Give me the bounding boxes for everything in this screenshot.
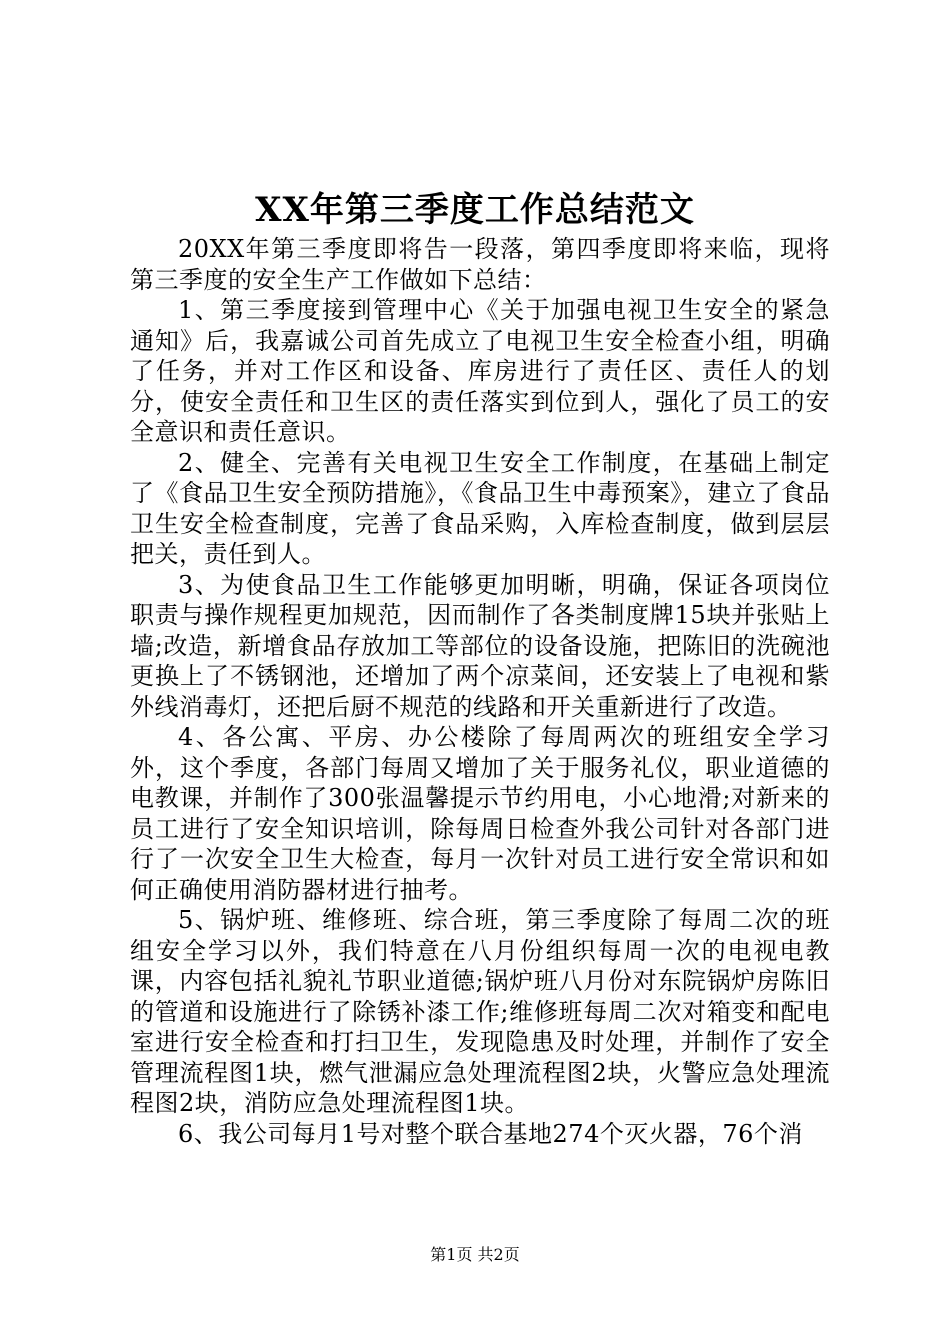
document-title: XX年第三季度工作总结范文: [255, 190, 695, 230]
paragraph-item-6: 6、我公司每月1号对整个联合基地274个灭火器，76个消: [178, 1119, 803, 1148]
document-body: [130, 234, 830, 1149]
paragraph-intro: 20XX年第三季度即将告一段落，第四季度即将来临，现将第三季度的安全生产工作做如下总结：: [130, 235, 830, 294]
paragraph-item-2: 2、健全、完善有关电视卫生安全工作制度，在基础上制定了《食品卫生安全预防措施》，《食品卫生中毒预案》，建立了食品卫生安全检查制度，完善了食品采购，入库检查制度，做到层层把关，责任到人。: [130, 448, 830, 568]
paragraph-item-3: 3、为使食品卫生工作能够更加明晰，明确，保证各项岗位职责与操作规程更加规范，因而制作了各类制度牌15块并张贴上墙;改造，新增食品存放加工等部位的设备设施，把陈旧的洗碗池更换上了不锈钢池，还增加了两个凉菜间，还安装上了电视和紫外线消毒灯，还把后厨不规范的线路和开关重新进行了改造。: [130, 570, 830, 721]
page-footer: 第1页 共2页: [430, 1245, 520, 1264]
paragraph-item-1: 1、第三季度接到管理中心《关于加强电视卫生安全的紧急通知》后，我嘉诚公司首先成立了电视卫生安全检查小组，明确了任务，并对工作区和设备、库房进行了责任区、责任人的划分，使安全责任和卫生区的责任落实到位到人，强化了员工的安全意识和责任意识。: [130, 296, 830, 446]
paragraph-item-4: 4、各公寓、平房、办公楼除了每周两次的班组安全学习外，这个季度，各部门每周又增加了关于服务礼仪，职业道德的电教课，并制作了300张温馨提示节约用电，小心地滑;对新来的员工进行了安全知识培训，除每周日检查外我公司针对各部门进行了一次安全卫生大检查，每月一次针对员工进行安全常识和如何正确使用消防器材进行抽考。: [130, 723, 830, 904]
paragraph-item-5: 5、锅炉班、维修班、综合班，第三季度除了每周二次的班组安全学习以外，我们特意在八月份组织每周一次的电视电教课，内容包括礼貌礼节职业道德;锅炉班八月份对东院锅炉房陈旧的管道和设施进行了除锈补漆工作;维修班每周二次对箱变和配电室进行安全检查和打扫卫生，发现隐患及时处理，并制作了安全管理流程图1块，燃气泄漏应急处理流程图2块，火警应急处理流程图2块，消防应急处理流程图1块。: [130, 906, 830, 1117]
